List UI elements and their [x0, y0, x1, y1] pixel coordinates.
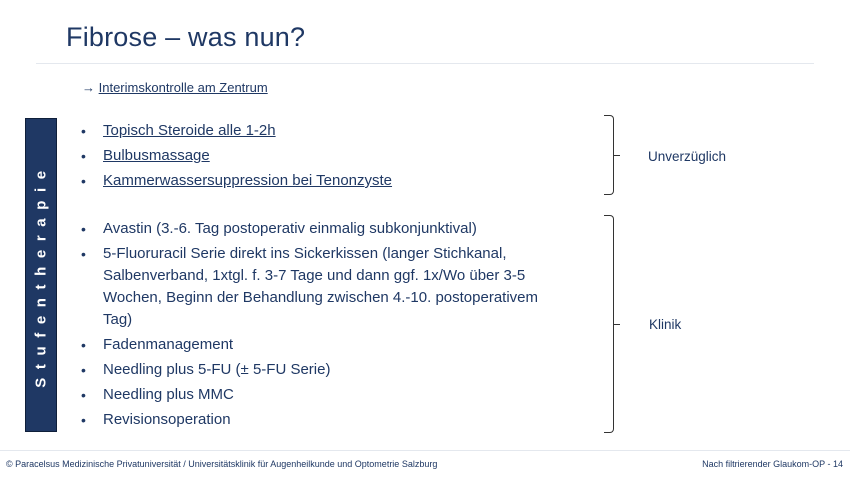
side-label-box: [25, 118, 57, 432]
bullet-icon: •: [81, 148, 86, 164]
interim-link[interactable]: Interimskontrolle am Zentrum: [98, 80, 268, 95]
footer-page-info: Nach filtrierender Glaukom-OP - 14: [702, 459, 843, 469]
list-item-text: Needling plus MMC: [103, 386, 234, 403]
bullet-icon: •: [81, 412, 86, 428]
list-item: [81, 359, 571, 381]
clinic-list: [81, 218, 571, 434]
immediate-list: [81, 120, 561, 195]
bullet-icon: •: [81, 362, 86, 378]
list-item: [81, 218, 571, 240]
list-item-text[interactable]: Bulbusmassage: [103, 147, 210, 164]
interim-note: [82, 80, 268, 95]
list-item: [81, 243, 571, 331]
bullet-icon: •: [81, 246, 86, 262]
bullet-icon: •: [81, 123, 86, 139]
list-item-text: 5-Fluoruracil Serie direkt ins Sickerkissen (langer Stichkanal, Salbenverband, 1xtgl. f. 3-7 Tage und dann ggf. 1x/Wo über 3-5 Wochen, Beginn der Behandlung zwischen 4.-10. postoperativem Tag): [103, 245, 538, 328]
list-item: [81, 384, 571, 406]
brace-tip: [613, 324, 620, 325]
bullet-icon: •: [81, 173, 86, 189]
list-item: [81, 334, 571, 356]
list-item-text[interactable]: Kammerwassersuppression bei Tenonzyste: [103, 172, 393, 189]
label-immediate: Unverzüglich: [648, 149, 727, 164]
list-item: [81, 409, 571, 431]
bullet-icon: •: [81, 387, 86, 403]
label-clinic: Klinik: [649, 317, 682, 332]
bullet-icon: •: [81, 337, 86, 353]
arrow-icon: →: [82, 80, 95, 95]
list-item-text: Avastin (3.-6. Tag postoperativ einmalig subkonjunktival): [103, 220, 477, 237]
slide-title: Fibrose – was nun?: [66, 22, 306, 52]
list-item-text: Revisionsoperation: [103, 411, 231, 428]
list-item-text[interactable]: Topisch Steroide alle 1-2h: [103, 122, 276, 139]
footer-divider: [0, 450, 850, 451]
brace-immediate: [604, 115, 614, 195]
bullet-icon: •: [81, 221, 86, 237]
list-item-text: Fadenmanagement: [103, 336, 234, 353]
brace-clinic: [604, 215, 614, 433]
list-item: [81, 120, 561, 142]
brace-tip: [613, 155, 620, 156]
footer-copyright: © Paracelsus Medizinische Privatuniversität / Universitätsklinik für Augenheilkunde und Optometrie Salzburg: [6, 459, 438, 469]
side-label: Stufentherapie: [32, 162, 50, 388]
list-item-text: Needling plus 5-FU (± 5-FU Serie): [103, 361, 331, 378]
title-divider: [36, 63, 814, 64]
list-item: [81, 145, 561, 167]
list-item: [81, 170, 561, 192]
